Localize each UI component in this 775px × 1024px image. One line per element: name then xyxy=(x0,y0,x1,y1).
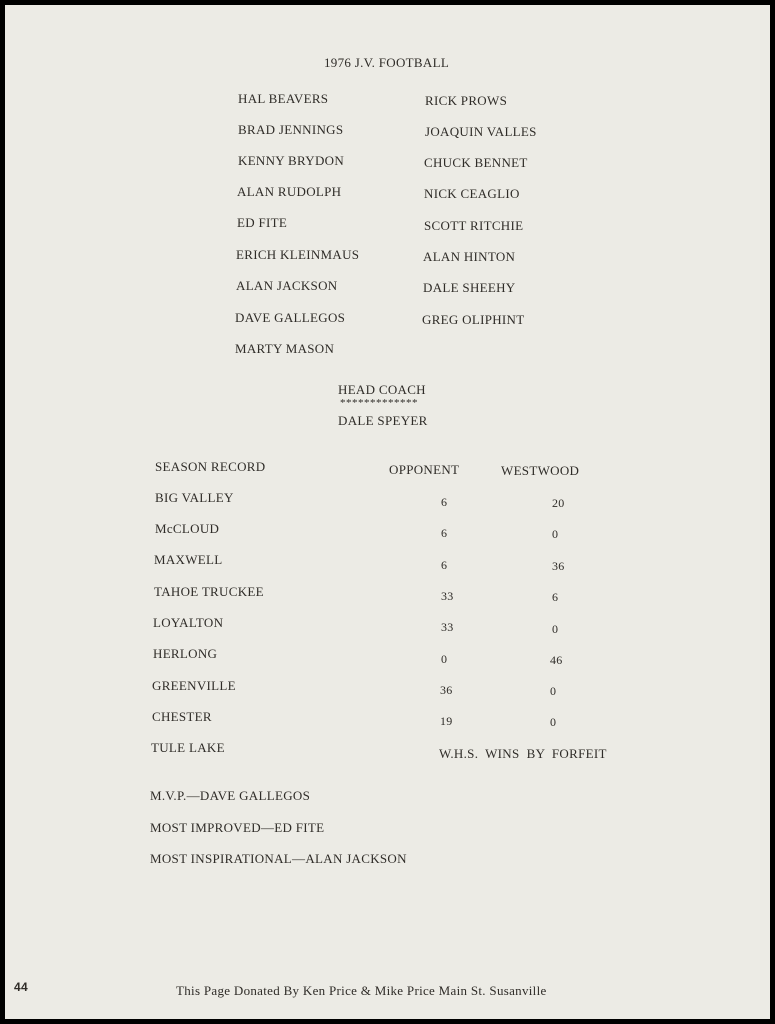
game-team: TAHOE TRUCKEE xyxy=(154,584,264,599)
game-team: BIG VALLEY xyxy=(155,490,234,505)
game-westwood-score: 0 xyxy=(550,715,557,729)
head-coach-name: DALE SPEYER xyxy=(338,413,428,428)
game-team: GREENVILLE xyxy=(152,678,236,693)
game-westwood-score: 46 xyxy=(550,653,563,667)
game-opponent-score: 6 xyxy=(441,558,448,572)
game-westwood-score: 36 xyxy=(552,559,565,573)
page-number: 44 xyxy=(14,980,28,994)
opponent-column-header: OPPONENT xyxy=(389,462,460,477)
game-team: LOYALTON xyxy=(153,615,224,630)
yearbook-page xyxy=(5,5,770,1019)
game-opponent-score: 0 xyxy=(441,652,448,666)
game-team: CHESTER xyxy=(152,709,212,724)
donor-footer: This Page Donated By Ken Price & Mike Price Main St. Susanville xyxy=(176,983,547,998)
forfeit-result: W.H.S. WINS BY FORFEIT xyxy=(439,746,607,761)
game-westwood-score: 0 xyxy=(552,527,559,541)
roster-right-name: DALE SHEEHY xyxy=(423,280,516,295)
game-opponent-score: 36 xyxy=(440,683,453,697)
roster-right-name: JOAQUIN VALLES xyxy=(425,124,537,139)
game-westwood-score: 0 xyxy=(552,622,559,636)
award-most-inspirational: MOST INSPIRATIONAL—ALAN JACKSON xyxy=(150,851,407,866)
game-team: MAXWELL xyxy=(154,552,223,567)
roster-left-name: BRAD JENNINGS xyxy=(238,122,344,137)
roster-right-name: SCOTT RITCHIE xyxy=(424,218,524,233)
roster-right-name: RICK PROWS xyxy=(425,93,508,108)
roster-left-name: ALAN RUDOLPH xyxy=(237,184,342,199)
coach-divider-stars: ************* xyxy=(340,397,418,409)
roster-left-name: DAVE GALLEGOS xyxy=(235,310,346,325)
award-most-improved: MOST IMPROVED—ED FITE xyxy=(150,820,325,835)
roster-right-name: NICK CEAGLIO xyxy=(424,186,520,201)
roster-left-name: ERICH KLEINMAUS xyxy=(236,247,360,262)
page-title: 1976 J.V. FOOTBALL xyxy=(324,55,450,70)
season-record-label: SEASON RECORD xyxy=(155,459,266,474)
game-team: TULE LAKE xyxy=(151,740,225,755)
roster-right-name: CHUCK BENNET xyxy=(424,155,528,170)
head-coach-heading: HEAD COACH xyxy=(338,382,426,397)
roster-left-name: ED FITE xyxy=(237,215,288,230)
game-team: HERLONG xyxy=(153,646,218,661)
game-team: McCLOUD xyxy=(155,521,220,536)
award-mvp: M.V.P.—DAVE GALLEGOS xyxy=(150,788,311,803)
roster-left-name: KENNY BRYDON xyxy=(238,153,345,168)
roster-left-name: HAL BEAVERS xyxy=(238,91,329,106)
roster-right-name: ALAN HINTON xyxy=(423,249,516,264)
game-westwood-score: 20 xyxy=(552,496,565,510)
game-opponent-score: 6 xyxy=(441,526,448,540)
roster-left-name: ALAN JACKSON xyxy=(236,278,338,293)
game-opponent-score: 19 xyxy=(440,714,453,728)
game-opponent-score: 33 xyxy=(441,589,454,603)
game-opponent-score: 6 xyxy=(441,495,448,509)
game-westwood-score: 6 xyxy=(552,590,559,604)
game-opponent-score: 33 xyxy=(441,620,454,634)
game-westwood-score: 0 xyxy=(550,684,557,698)
westwood-column-header: WESTWOOD xyxy=(501,463,580,478)
roster-left-name: MARTY MASON xyxy=(235,341,335,356)
roster-right-name: GREG OLIPHINT xyxy=(422,312,525,327)
